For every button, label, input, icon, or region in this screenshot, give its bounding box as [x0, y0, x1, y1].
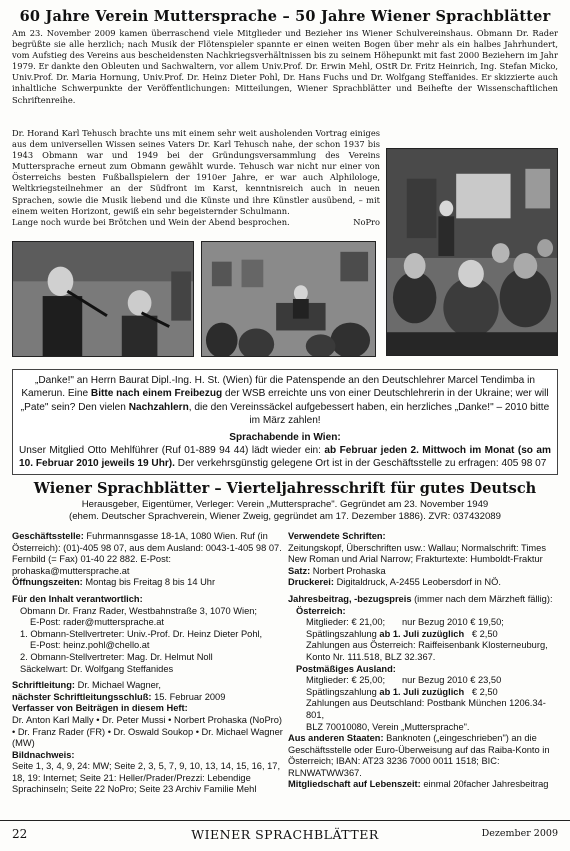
editorial-info: [12, 680, 284, 692]
notice-box: [12, 369, 558, 475]
label: Satz:: [288, 565, 311, 576]
value: Obmann Dr. Franz Rader, Westbahnstraße 3, 1070 Wien;: [20, 605, 258, 616]
page-number: 22: [12, 827, 28, 841]
notice-text: der WSB erreichte uns von einer Deutschlehrerin in der Ukraine; wer will „Pate" sein? Den vielen: [20, 388, 549, 413]
value: 2. Obmann-Stellvertreter: Mag. Dr. Helmut Noll: [20, 651, 213, 662]
value: Konto Nr. 111.518, BLZ 32.367.: [306, 651, 436, 662]
value: nur Bezug 2010 € 23,50: [402, 675, 502, 686]
printer-info: [288, 577, 560, 589]
closing-sentence: Lange noch wurde bei Brötchen und Wein der Abend besprochen.: [12, 216, 290, 227]
email-link[interactable]: E-Post: heinz.pohl@chello.at: [30, 640, 150, 651]
value: Zeitungskopf, Überschriften usw.: Wallau; Normalschrift: Times New Roman und Arial Narrow; Frakturtexte: Humboldt-Fraktur: [288, 542, 546, 565]
author-signature: NoPro: [353, 216, 380, 227]
value: 15. Februar 2009: [151, 691, 226, 702]
imprint-title: Wiener Sprachblätter – Vierteljahresschrift für gutes Deutsch: [33, 480, 537, 497]
imprint-publisher: [10, 499, 560, 524]
fee-row: [288, 687, 560, 699]
value: Mitglieder: € 25,00;: [306, 675, 386, 686]
value: Seite 1, 3, 4, 9, 24: MW; Seite 2, 3, 5, 7, 9, 10, 13, 14, 15, 16, 17, 18, 19: Internet; Seite 21: Heller/Prader/Prezzi: Lebendige Sprachinseln; Seite 22 NoPro; Seite 23 Archiv Familie Mehl: [12, 761, 281, 795]
value: Banknoten („eingeschrieben") an die Geschäftsstelle oder Euro-Überweisung auf das Raiba-Konto in Österreich; IBAN: AT23 3236 7000 0011 1518; BIC: RLNWATWW367.: [288, 733, 550, 778]
publisher-line: (ehem. Deutscher Sprachverein, Wiener Zweig, gegründet am 17. Dezember 1886). ZVR: 037432089: [69, 511, 501, 523]
thanks-paragraph: [19, 374, 551, 428]
page-footer: [0, 820, 570, 851]
imprint-right-column: [288, 531, 560, 791]
deadline-info: [12, 692, 284, 704]
value: Norbert Prohaska: [310, 565, 386, 576]
value: einmal 20facher Jahresbeitrag: [420, 779, 549, 790]
notice-text-bold: Nachzahlern: [128, 401, 189, 413]
notice-subtitle: Sprachabende in Wien:: [229, 431, 341, 443]
article-body: [12, 128, 380, 228]
value: nur Bezug 2010 € 19,50;: [402, 617, 504, 628]
email-link[interactable]: E-Post: rader@muttersprache.at: [30, 617, 164, 628]
typesetting-info: [288, 566, 560, 578]
notice-text: , die den Vereinssäckel aufgebessert haben, ein herzliches „Danke!" – 2010 bitte im März zahlen!: [188, 401, 550, 427]
publisher-line: Herausgeber, Eigentümer, Verleger: Verein „Muttersprache". Gegründet am 23. November 1949: [81, 499, 489, 510]
other-countries: [288, 733, 560, 779]
article-paragraph: Am 23. November 2009 kamen überraschend viele Mitglieder und Bezieher ins Wiener Schulvereinshaus. Obmann Dr. Rader begrüßte sie alle herzlich; nach Musik der Flötenspieler spannte er einen weiten Bogen über mehr als ein halbes Jahrhundert, vom Aufstieg des Vereins aus bescheidensten Nachkriegsverhältnissen bis zu seinem Höhepunkt mit fast 2000 Beziehern im Jahr 1979. Er dankte den Obleuten und Sachwaltern, vor allem Univ.Prof. Dr. Erwin Mehl, OStR Dr. Fritz Heinrich, Ing. Stefan Micko, Univ.Prof. Dr. Maria Hornung, Univ.Prof. Dr. Heinz Dieter Pohl, Dr. Hans Fuchs und Dr. Wolfgang Steffanides. Er skizzierte auch inhaltliche Schwerpunkte der Veröffentlichungen: Mitteilungen, Wiener Sprachblätter und Beihefte der Wissenschaftlichen Schriftenreihe.: [12, 28, 558, 105]
value: Dr. Anton Karl Mally • Dr. Peter Mussi • Norbert Prohaska (NoPro) • Dr. Franz Rader (FR) • Dr. Oswald Soukop • Dr. Michael Wagner (MW): [12, 714, 283, 749]
notice-text: Unser Mitglied Otto Mehlführer (Ruf 01-889 94 44) lädt wieder ein:: [19, 445, 325, 457]
publication-title: WIENER SPRACHBLÄTTER: [191, 827, 379, 842]
label: Mitgliedschaft auf Lebenszeit:: [288, 779, 421, 790]
value-bold: ab 1. Juli zuzüglich: [379, 686, 465, 697]
notice-text: Der verkehrsgünstig gelegene Ort ist in der Geschäftsstelle zu erfragen: 405 98 07: [174, 458, 547, 470]
label: Schriftleitung:: [12, 680, 76, 691]
notice-text: „Danke!" an Herrn Baurat Dipl.-Ing. H. St. (Wien) für die Patenspende an den Deutschlehrer Marcel Tendimba in Kamerun. Eine: [21, 375, 535, 400]
fee-heading: [288, 594, 560, 606]
value: BLZ 70010080, Verein „Muttersprache".: [306, 721, 470, 732]
label: Geschäftsstelle:: [12, 531, 84, 541]
label: Druckerei:: [288, 577, 334, 588]
photo-flute-players: [12, 241, 194, 357]
article-paragraph: Dr. Horand Karl Tehusch brachte uns mit einem sehr weit ausholenden Vortrag einiges aus dem universellen Wissen seines Vaters Dr. Karl Tehusch nahe, der schon 1937 bis 1943 Obmann war und 1949 bei der Gründungsversammlung des Vereins Muttersprache erneut zum Obmann gewählt wurde. Tehusch war nicht nur einer von Österreichs besten Fußballspielern der 1910er Jahre, er war auch Alphilologe, Weltkriegsteilnehmer an der Südfront im Karst, kenntnisreich auch in neuen Sprachen, sowie die Musik liebend und die Künste und ihre Künstler ausübend, – mit einem weiten Horizont, gewiß ein sehr begeisternder Schulmann.: [12, 128, 380, 216]
value: (immer nach dem Märzheft fällig):: [411, 593, 553, 604]
value: Säckelwart: Dr. Wolfgang Steffanides: [20, 663, 174, 674]
value: 1. Obmann-Stellvertreter: Univ.-Prof. Dr. Heinz Dieter Pohl,: [20, 628, 263, 639]
label: Österreich:: [296, 605, 346, 616]
photo-lecture-audience: [386, 148, 558, 356]
value: Zahlungen aus Deutschland: Postbank München 1206.34-801,: [306, 698, 546, 720]
value: Digitaldruck, A-2455 Leobersdorf in NÖ.: [334, 577, 501, 588]
photo-speaker: [201, 241, 376, 357]
label: Verwendete Schriften:: [288, 531, 386, 541]
label: nächster Schriftleitungsschluß:: [12, 691, 152, 702]
value: € 2,50: [471, 628, 498, 639]
label: Aus anderen Staaten:: [288, 733, 384, 744]
fee-row: [288, 675, 560, 687]
value: Dr. Michael Wagner,: [75, 680, 161, 691]
article-intro: [12, 28, 558, 106]
lifetime-membership: [288, 779, 560, 791]
value-bold: ab 1. Juli zuzüglich: [379, 628, 465, 639]
label: Für den Inhalt verantwortlich:: [12, 593, 143, 604]
label: Postmäßiges Ausland:: [296, 663, 396, 674]
opening-hours: [12, 577, 284, 589]
label: Öffnungszeiten:: [12, 577, 83, 588]
article-title: 60 Jahre Verein Muttersprache – 50 Jahre Wiener Sprachblätter: [19, 8, 551, 25]
office-info: [12, 531, 284, 577]
issue-date: Dezember 2009: [481, 828, 558, 839]
value: Spätlingszahlung: [306, 628, 380, 639]
value: Fuhrmannsgasse 18-1A, 1080 Wien. Ruf (in Österreich): (01)-405 98 07, aus dem Ausland: 0043-1-405 98 07. Fernbild (= Fax) 01-40 22 882. E-Post: prohaska@muttersprache.at: [12, 531, 282, 576]
fee-row: [288, 617, 560, 629]
fee-row: [288, 629, 560, 641]
notice-text-bold: Bitte nach einem Freibezug: [90, 388, 223, 400]
language-evening-paragraph: [19, 444, 551, 471]
notice-text-bold: ab Februar jeden 2. Mittwoch im Monat (so am 10. Februar 2010 jeweils 19 Uhr).: [19, 445, 551, 470]
label: Jahresbeitrag, -bezugspreis: [288, 593, 412, 604]
imprint-left-column: [12, 531, 284, 796]
value: € 2,50: [471, 686, 498, 697]
label: Bildnachweis:: [12, 749, 75, 760]
label: Verfasser von Beiträgen in diesem Heft:: [12, 703, 188, 714]
value: Zahlungen aus Österreich: Raiffeisenbank Klosterneuburg,: [306, 640, 548, 651]
value: Montag bis Freitag 8 bis 14 Uhr: [82, 577, 216, 588]
value: Spätlingszahlung: [306, 686, 380, 697]
article-paragraph: [12, 217, 380, 228]
value: Mitglieder: € 21,00;: [306, 617, 386, 628]
